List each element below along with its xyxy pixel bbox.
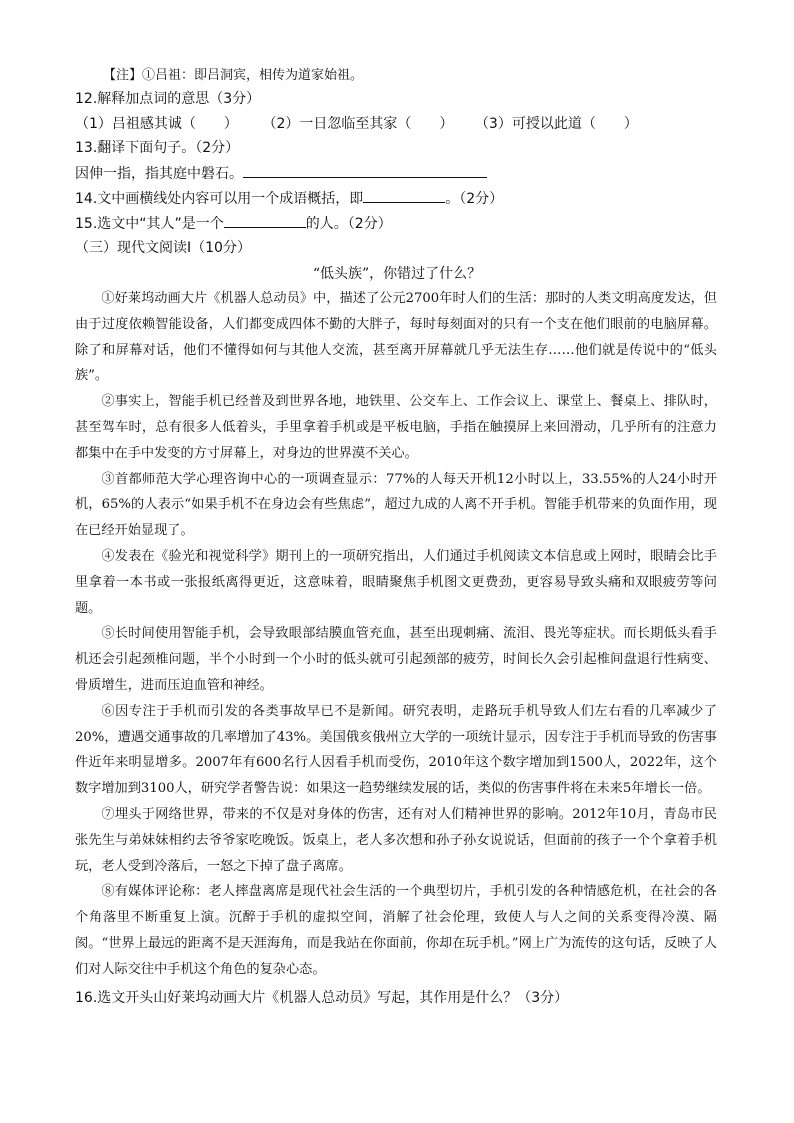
question-13-sentence: 因伸一指，指其庭中磐石。 (75, 166, 243, 182)
answer-blank-14[interactable] (363, 188, 445, 203)
question-14 (75, 188, 503, 209)
article-paragraph-7: ⑦埋头于网络世界，带来的不仅是对身体的伤害，还有对人们精神世界的影响。2012年10月，青岛市民张先生与弟妹妹相约去爷爷家吃晚饭。饭桌上，老人多次想和孙子孙女说说话，但面前的孩子一个个拿着手机玩，老人受到冷落后，一怒之下掉了盘子离席。 (75, 806, 717, 874)
question-12-part-2: （2）一日忽临至其家（ ） (262, 116, 454, 132)
question-12-parts (75, 114, 638, 134)
question-15-text: 15.选文中“其人”是一个 (75, 216, 224, 232)
article-title: “低头族”，你错过了什么？ (312, 266, 482, 282)
article-paragraph-1: ①好莱坞动画大片《机器人总动员》中，描述了公元2700年时人们的生活：那时的人类文明高度发达，但由于过度依赖智能设备，人们都变成四体不勤的大胖子，每时每刻面对的只有一个支在他们眼前的电脑屏幕。除了和屏幕对话，他们不懂得如何与其他人交流，甚至离开屏幕就几乎无法生存……他们就是传说中的“低头族”。 (75, 291, 717, 384)
question-12-stem: 12.解释加点词的意思（3分） (75, 91, 261, 107)
question-13-sentence-line (75, 163, 487, 184)
answer-blank-15[interactable] (224, 213, 306, 228)
question-13-stem: 13.翻译下面句子。（2分） (75, 140, 240, 156)
question-14-text: 14.文中画横线处内容可以用一个成语概括，即 (75, 191, 364, 207)
article-paragraph-8: ⑧有媒体评论称：老人摔盘离席是现代社会生活的一个典型切片，手机引发的各种情感危机，在社会的各个角落里不断重复上演。沉醉于手机的虚拟空间，消解了社会伦理，致使人与人之间的关系变得冷漠、隔阂。“世界上最远的距离不是天涯海角，而是我站在你面前，你却在玩手机。”网上广为流传的这句话，反映了人们对人际交往中手机这个角色的复杂心态。 (75, 884, 717, 977)
question-14-score: 。（2分） (445, 191, 504, 207)
question-12-part-3: （3）可授以此道（ ） (474, 116, 638, 132)
article-body (75, 286, 717, 983)
question-15-score: 的人。（2分） (305, 216, 392, 232)
article-paragraph-2: ②事实上，智能手机已经普及到世界各地，地铁里、公交车上、工作会议上、课堂上、餐桌上、排队时，甚至驾车时，总有很多人低着头，手里拿着手机或是平板电脑，手指在触摸屏上来回滑动，几乎所有的注意力都集中在手中发变的方寸屏幕上，对身边的世界漠不关心。 (75, 394, 717, 461)
question-12-part-1: （1）吕祖感其诚（ ） (75, 116, 238, 132)
question-15 (75, 213, 392, 234)
article-paragraph-3: ③首都师范大学心理咨询中心的一项调查显示：77%的人每天开机12小时以上，33.55%的人24小时开机，65%的人表示“如果手机不在身边会有些焦虑”，超过九成的人离不开手机。智能手机带来的负面作用，现在已经开始显现了。 (75, 471, 717, 539)
article-paragraph-6: ⑥因专注于手机而引发的各类事故早已不是新闻。研究表明，走路玩手机导致人们左右看的几率减少了20%，遭遇交通事故的几率增加了43%。美国俄亥俄州立大学的一项统计显示，因专注于手机而导致的伤害事件近年来明显增多。2007年有600名行人因看手机而受伤，2010年这个数字增加到1500人，2022年，这个数字增加到3100人，研究学者警告说：如果这一趋势继续发展的话，类似的伤害事件将在未来5年增长一倍。 (75, 703, 717, 797)
question-16: 16.选文开头山好莱坞动画大片《机器人总动员》写起，其作用是什么？（3分） (75, 990, 569, 1006)
article-paragraph-4: ④发表在《验光和视觉科学》期刊上的一项研究指出，人们通过手机阅读文本信息或上网时，眼睛会比手里拿着一本书或一张报纸离得更近，这意味着，眼睛聚焦手机图文更费劲，更容易导致头痛和双眼疲劳等问题。 (75, 548, 717, 616)
answer-blank-13[interactable] (243, 163, 487, 178)
article-paragraph-5: ⑤长时间使用智能手机，会导致眼部结膜血管充血，甚至出现刺痛、流泪、畏光等症状。而长期低头看手机还会引起颈椎问题，半个小时到一个小时的低头就可引起颈部的疲劳，时间长久会引起椎间盘退行性病变、骨质增生，进而压迫血管和神经。 (75, 626, 717, 693)
section-heading: （三）现代文阅读Ⅰ（10分） (75, 240, 251, 256)
annotation-note: 【注】①吕祖：即吕洞宾，相传为道家始祖。 (103, 68, 364, 83)
